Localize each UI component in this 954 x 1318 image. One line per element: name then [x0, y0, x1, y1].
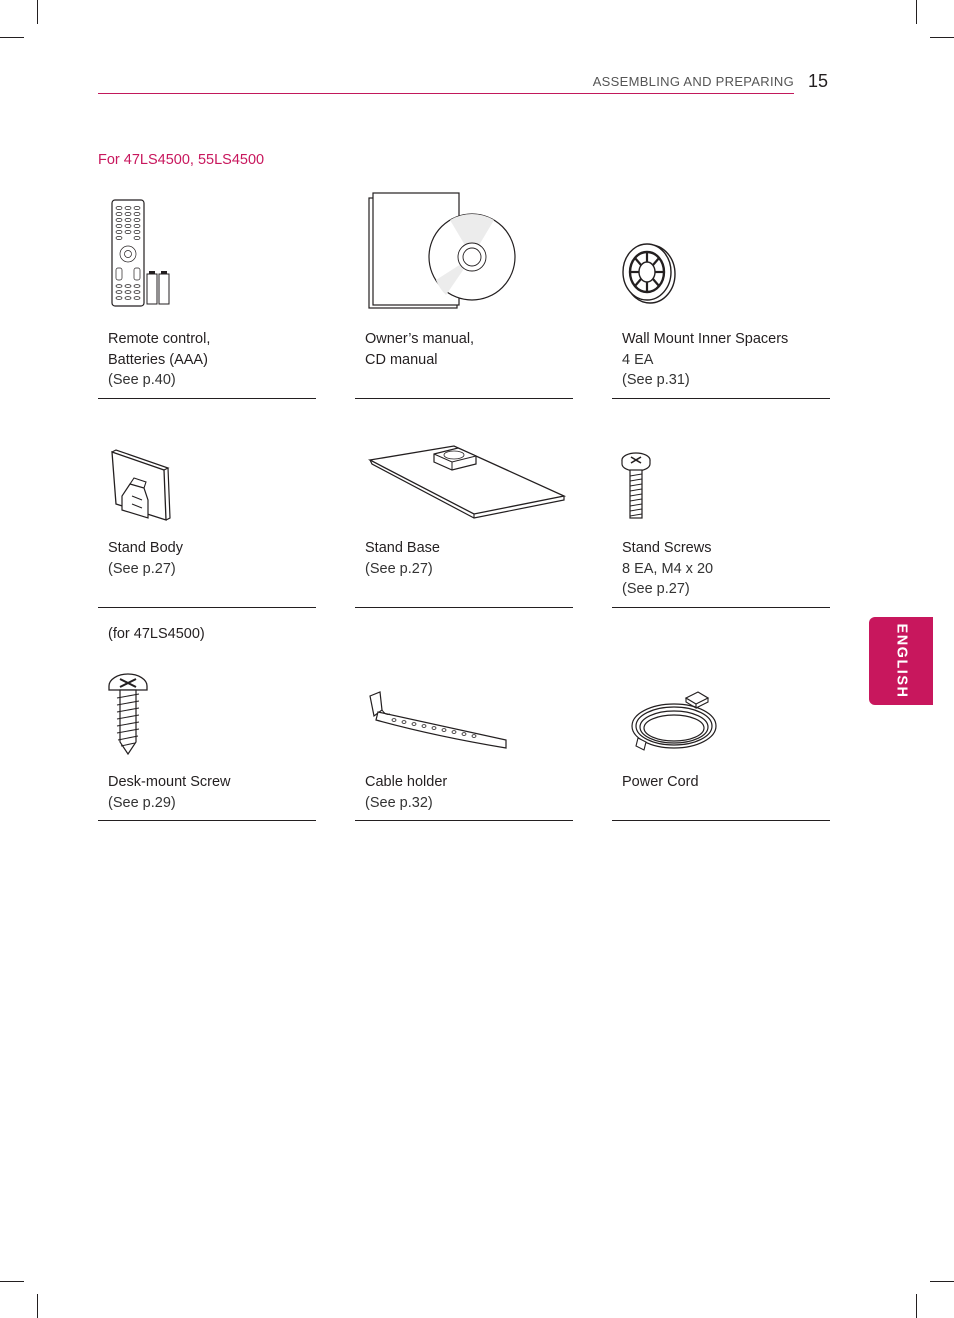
item-name: Desk-mount Screw: [108, 774, 231, 790]
item-detail: (See p.27): [365, 560, 433, 577]
crop-mark: [930, 37, 954, 38]
item-name: Wall Mount Inner Spacers: [622, 331, 789, 347]
item-detail: (See p.40): [108, 372, 176, 388]
power-cord-icon: [628, 690, 722, 761]
item-detail: 4 EA: [622, 351, 654, 368]
crop-mark: [37, 1294, 38, 1318]
crop-mark: [916, 0, 917, 24]
crop-mark: [37, 0, 38, 24]
item-name: Power Cord: [622, 774, 699, 790]
item-rule: [355, 398, 573, 399]
stand-body-icon: [108, 448, 172, 529]
language-tab-label: ENGLISH: [893, 623, 910, 699]
item-name: Stand Base: [365, 540, 440, 556]
item-rule: [98, 820, 316, 821]
item-name: CD manual: [365, 351, 438, 368]
row-note: (for 47LS4500): [108, 626, 205, 642]
item-name: Remote control,: [108, 331, 211, 347]
spacer-icon: [620, 240, 678, 311]
cable-holder-icon: [364, 690, 512, 759]
item-detail: (See p.32): [365, 794, 433, 811]
item-name: Stand Screws: [622, 540, 712, 556]
screw-icon: [620, 448, 654, 527]
item-detail: (See p.27): [108, 560, 176, 577]
item-name: Stand Body: [108, 540, 183, 556]
item-detail: 8 EA, M4 x 20: [622, 560, 714, 577]
item-detail: (See p.27): [622, 581, 690, 597]
item-rule: [355, 607, 573, 608]
page-number: 15: [808, 71, 829, 91]
section-title: ASSEMBLING AND PREPARING: [592, 74, 794, 89]
item-name: Batteries (AAA): [108, 351, 208, 368]
item-name: Owner’s manual,: [365, 331, 475, 347]
desk-screw-icon: [106, 672, 150, 761]
model-note: For 47LS4500, 55LS4500: [98, 152, 265, 168]
item-rule: [612, 607, 830, 608]
language-tab: [869, 617, 933, 705]
manual-cd-icon: [366, 190, 518, 317]
item-name: Cable holder: [365, 774, 448, 790]
crop-mark: [930, 1281, 954, 1282]
crop-mark: [0, 37, 24, 38]
item-rule: [612, 398, 830, 399]
item-rule: [98, 607, 316, 608]
item-rule: [612, 820, 830, 821]
remote-control-icon: [110, 198, 172, 313]
crop-mark: [916, 1294, 917, 1318]
stand-base-icon: [366, 440, 568, 527]
item-rule: [98, 398, 316, 399]
header-rule: [98, 93, 794, 94]
item-detail: (See p.29): [108, 794, 176, 811]
crop-mark: [0, 1281, 24, 1282]
item-rule: [355, 820, 573, 821]
item-detail: (See p.31): [622, 372, 690, 388]
